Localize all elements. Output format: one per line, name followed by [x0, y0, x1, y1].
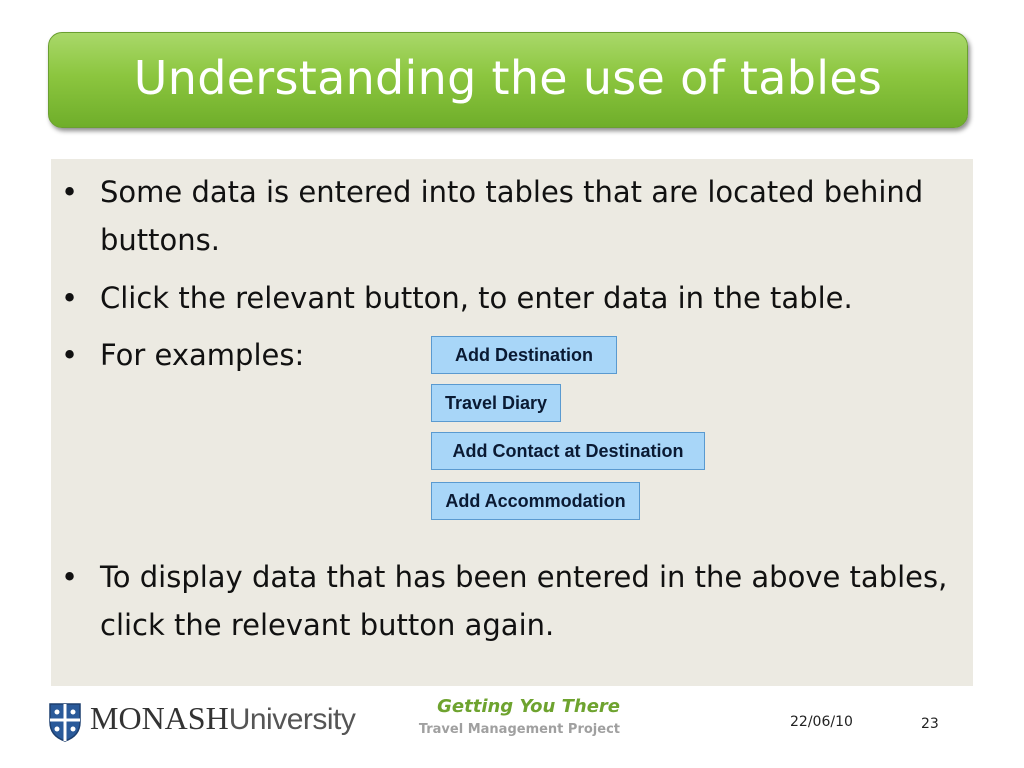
bullet-marker: •	[61, 175, 79, 209]
bullet-text: To display data that has been entered in the above tables, click the relevant button again.	[100, 560, 948, 642]
travel-diary-button[interactable]: Travel Diary	[431, 384, 561, 422]
bullet-marker: •	[61, 560, 79, 594]
bullet-item-4	[61, 553, 951, 649]
bullet-item-2	[61, 274, 951, 322]
slide-title: Understanding the use of tables	[133, 51, 883, 105]
add-contact-at-destination-button[interactable]: Add Contact at Destination	[431, 432, 705, 470]
bullet-text: Some data is entered into tables that are located behind buttons.	[100, 175, 924, 257]
footer-project-name: Travel Management Project	[418, 722, 620, 737]
monash-shield-icon	[48, 702, 82, 742]
add-accommodation-button[interactable]: Add Accommodation	[431, 482, 640, 520]
logo-wordmark-monash: MONASH	[90, 700, 229, 736]
footer-date: 22/06/10	[790, 714, 853, 730]
bullet-text: Click the relevant button, to enter data in the table.	[100, 281, 853, 315]
bullet-marker: •	[61, 338, 79, 372]
logo-wordmark-university: University	[228, 703, 356, 736]
slide-number: 23	[921, 716, 939, 732]
monash-logo	[48, 700, 388, 744]
bullet-marker: •	[61, 281, 79, 315]
title-banner	[48, 32, 968, 128]
add-destination-button[interactable]: Add Destination	[431, 336, 617, 374]
bullet-item-1	[61, 168, 951, 264]
bullet-text: For examples:	[100, 338, 305, 372]
footer-tagline: Getting You There	[437, 696, 620, 717]
